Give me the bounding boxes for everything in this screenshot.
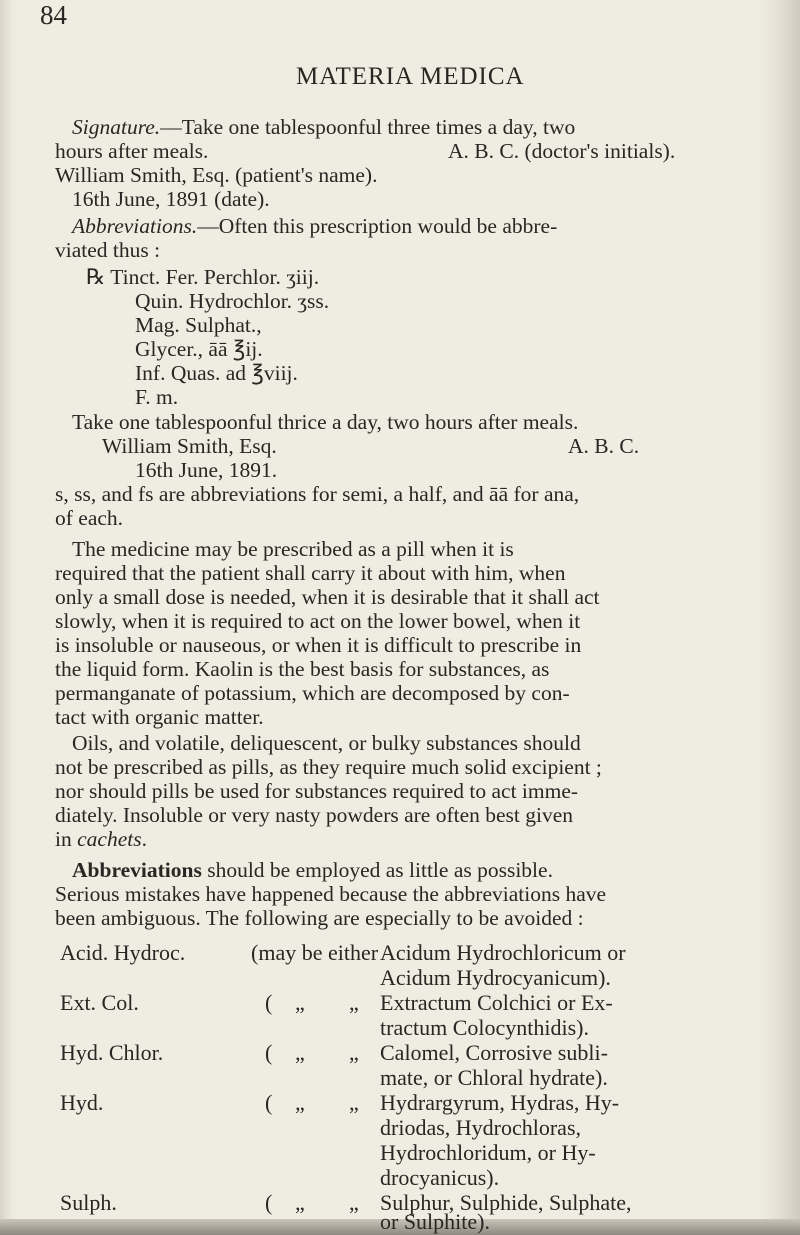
abbrev-paragraph-label: Abbreviations — [72, 858, 202, 882]
table-row-paren: ( — [265, 1190, 273, 1215]
signature-line-1: Signature.—Take one tablespoonful three times a day, two — [72, 115, 576, 139]
table-row-abbrev: Sulph. — [60, 1190, 117, 1215]
table-row-ditto: „ — [349, 1190, 359, 1215]
running-head: MATERIA MEDICA — [296, 63, 525, 90]
cachets-line: in cachets. — [55, 827, 147, 851]
oils-paragraph-line: not be prescribed as pills, as they require much solid excipient ; — [55, 755, 602, 779]
table-row-paren: ( — [265, 990, 273, 1015]
table-row-paren: ( — [265, 1040, 273, 1065]
table-row-ditto: „ — [295, 990, 305, 1015]
pill-paragraph-line: The medicine may be prescribed as a pill when it is — [72, 537, 514, 561]
table-row-expansion: or Sulphite). — [380, 1209, 490, 1234]
table-row-expansion: tractum Colocynthidis). — [380, 1015, 589, 1040]
table-row-expansion: Acidum Hydrocyanicum). — [380, 965, 611, 990]
page-right-edge — [760, 0, 800, 1235]
table-row-expansion: Calomel, Corrosive subli- — [380, 1040, 608, 1065]
pill-paragraph-line: the liquid form. Kaolin is the best basis for substances, as — [55, 657, 550, 681]
page-left-edge — [0, 0, 14, 1235]
pill-paragraph-line: permanganate of potassium, which are decomposed by con- — [55, 681, 570, 705]
signature-label: Signature. — [72, 115, 161, 139]
table-row-expansion: Extractum Colchici or Ex- — [380, 990, 613, 1015]
table-row-expansion: driodas, Hydrochloras, — [380, 1115, 582, 1140]
oils-paragraph-line: Oils, and volatile, deliquescent, or bulky substances should — [72, 731, 581, 755]
table-row-abbrev: Hyd. — [60, 1090, 104, 1115]
prescription-directions: Take one tablespoonful thrice a day, two hours after meals. — [72, 410, 579, 434]
abbreviations-intro-line-2: viated thus : — [55, 238, 161, 262]
oils-paragraph-line: nor should pills be used for substances required to act imme- — [55, 779, 579, 803]
abbrev-paragraph-line-1: Abbreviations should be employed as little as possible. — [72, 858, 553, 882]
table-row-abbrev: Acid. Hydroc. — [60, 940, 186, 965]
prescription-date: 16th June, 1891. — [135, 458, 278, 482]
table-row-ditto: „ — [349, 1090, 359, 1115]
prescription-line: ℞ Tinct. Fer. Perchlor. ʒiij. — [86, 265, 320, 289]
ss-note-line-2: of each. — [55, 506, 124, 530]
abbrev-paragraph-line-3: been ambiguous. The following are especially to be avoided : — [55, 906, 584, 930]
table-row-ditto: „ — [349, 1040, 359, 1065]
oils-paragraph-line: diately. Insoluble or very nasty powders are often best given — [55, 803, 574, 827]
pill-paragraph-line: required that the patient shall carry it about with him, when — [55, 561, 566, 585]
table-row-abbrev: Hyd. Chlor. — [60, 1040, 164, 1065]
pill-paragraph-line: slowly, when it is required to act on the lower bowel, when it — [55, 609, 581, 633]
table-row-ditto: „ — [295, 1040, 305, 1065]
signature-line-2: hours after meals. A. B. C. (doctor's initials). — [55, 139, 676, 163]
table-row-expansion: Acidum Hydrochloricum or — [380, 940, 626, 965]
table-row-qualifier: (may be either — [251, 940, 379, 965]
pill-paragraph-line: is insoluble or nauseous, or when it is difficult to prescribe in — [55, 633, 582, 657]
table-row-ditto: „ — [295, 1190, 305, 1215]
table-row-paren: ( — [265, 1090, 273, 1115]
prescription-line: Glycer., āā ℥ij. — [135, 337, 263, 361]
ss-note-line-1: s, ss, and fs are abbreviations for semi, a half, and āā for ana, — [55, 482, 580, 506]
prescription-patient: William Smith, Esq. A. B. C. — [102, 434, 640, 458]
prescription-line: Inf. Quas. ad ℥viij. — [135, 361, 298, 385]
table-row-abbrev: Ext. Col. — [60, 990, 139, 1015]
prescription-line: Quin. Hydrochlor. ʒss. — [135, 289, 330, 313]
page-number: 84 — [40, 0, 67, 30]
pill-paragraph-line: only a small dose is needed, when it is desirable that it shall act — [55, 585, 600, 609]
abbreviations-intro-label: Abbreviations. — [72, 214, 198, 238]
abbrev-paragraph-line-2: Serious mistakes have happened because the abbreviations have — [55, 882, 607, 906]
signature-line-3: William Smith, Esq. (patient's name). — [55, 163, 378, 187]
signature-line-4: 16th June, 1891 (date). — [72, 187, 270, 211]
prescription-line: Mag. Sulphat., — [135, 313, 262, 337]
abbreviations-intro-line-1: Abbreviations.—Often this prescription would be abbre- — [72, 214, 558, 238]
table-row-expansion: Sulphur, Sulphide, Sulphate, — [380, 1190, 632, 1215]
prescription-line: F. m. — [135, 385, 179, 409]
table-row-ditto: „ — [295, 1090, 305, 1115]
table-row-expansion: Hydrargyrum, Hydras, Hy- — [380, 1090, 620, 1115]
table-row-expansion: drocyanicus). — [380, 1165, 500, 1190]
cachets-word: cachets — [77, 827, 142, 851]
table-row-expansion: Hydrochloridum, or Hy- — [380, 1140, 596, 1165]
table-row-ditto: „ — [349, 990, 359, 1015]
table-row-expansion: mate, or Chloral hydrate). — [380, 1065, 608, 1090]
pill-paragraph-line: tact with organic matter. — [55, 705, 264, 729]
prescription-initials: A. B. C. — [568, 434, 640, 458]
